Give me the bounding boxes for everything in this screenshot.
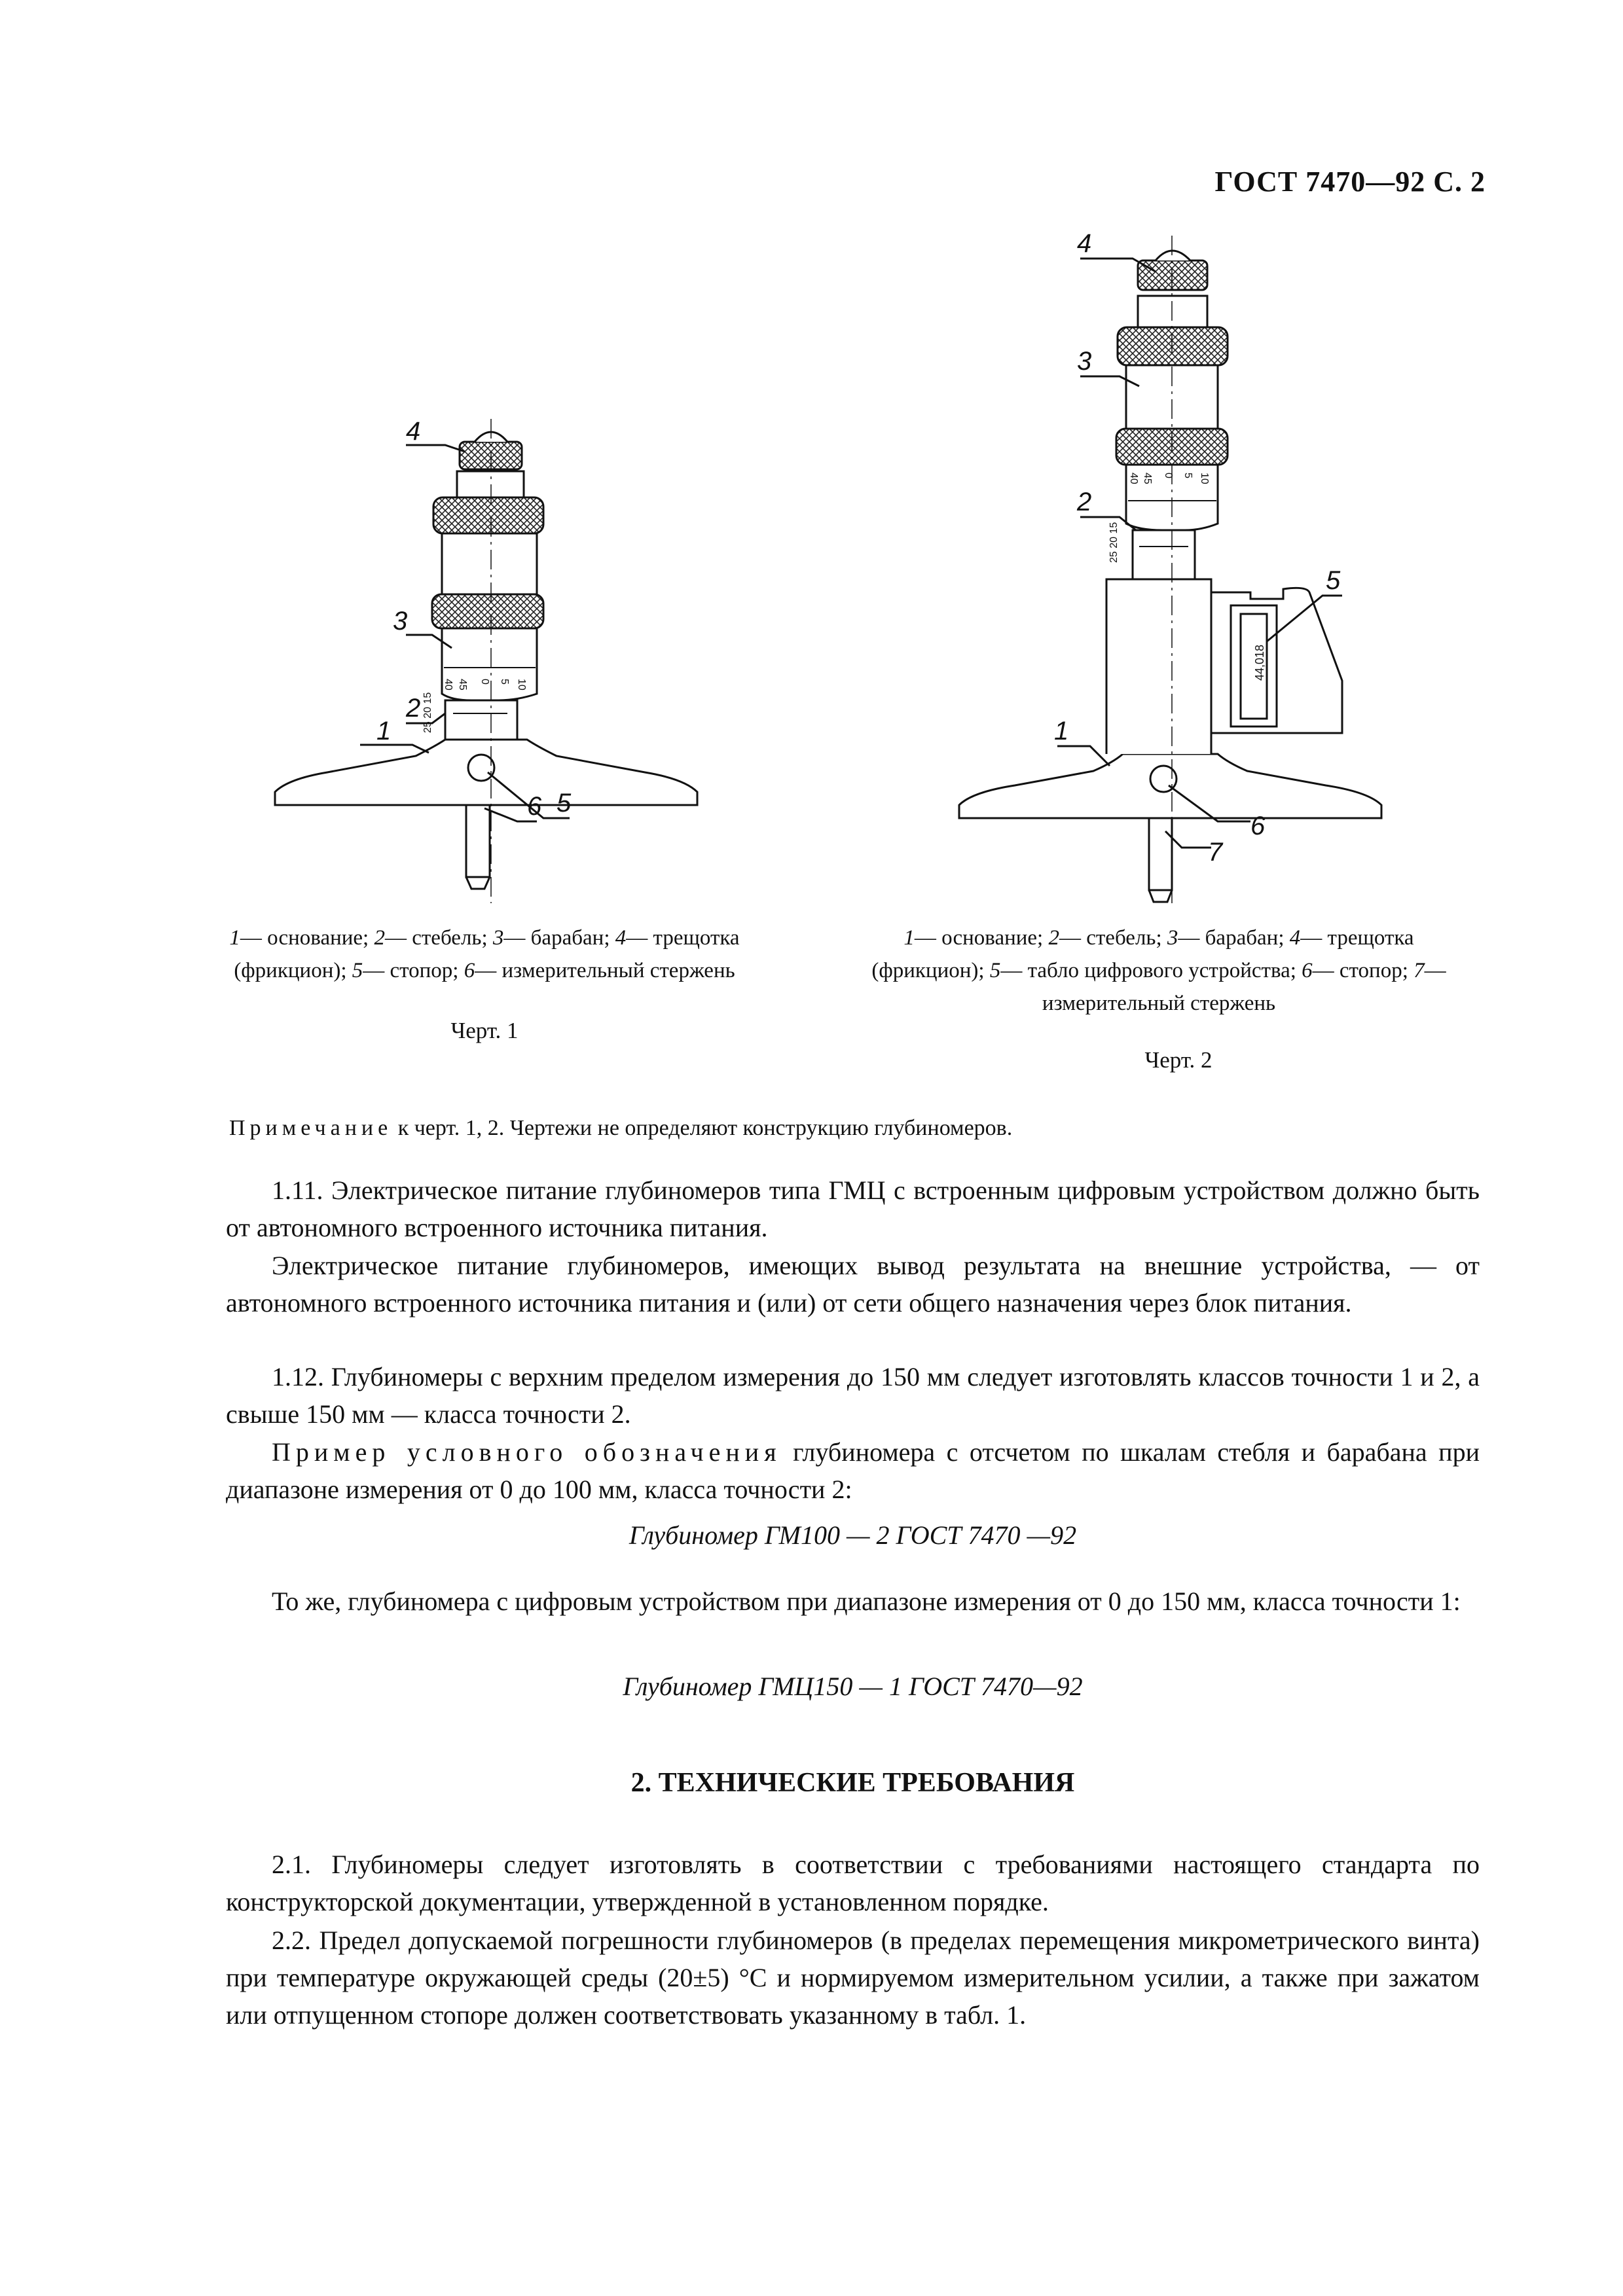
figure-label: 1 <box>376 717 392 745</box>
scale-label: 5 <box>1182 473 1194 478</box>
scale-label: 10 <box>516 679 527 691</box>
scale-label: 25 20 15 <box>422 692 433 733</box>
paragraph-designation-example: Пример условного обозначения глубиномера с отсчетом по шкалам стебля и барабана при диапазоне измерения от 0 до 100 мм, класса точности 2: <box>226 1437 1480 1504</box>
figure-2-legend: 1— основание; 2— стебель; 3— барабан; 4— трещотка (фрикцион); 5— табло цифрового устройства; 6— стопор; 7— измерительный стержень <box>871 926 1446 1015</box>
figure-2-drawing <box>943 223 1427 903</box>
scale-label: 45 <box>1142 473 1153 484</box>
figure-label: 3 <box>393 607 408 636</box>
figure-1-legend: 1— основание; 2— стебель; 3— барабан; 4— трещотка (фрикцион); 5— стопор; 6— измерительный стержень <box>229 926 740 982</box>
depth-gauge-drawing-2 <box>943 223 1427 903</box>
paragraph-2-2: 2.2. Предел допускаемой погрешности глубиномеров (в пределах перемещения микрометрического винта) при температуре окружающей среды (20±5) °С и нормируемом измерительном усилии, а также при зажатом или отпущенном стопоре должен соответствовать указанному в табл. 1. <box>226 1926 1480 2030</box>
designation-example-2: Глубиномер ГМЦ150 — 1 ГОСТ 7470—92 <box>623 1672 1083 1701</box>
figure-label: 6 <box>1250 812 1266 840</box>
scale-label: 40 <box>1128 473 1139 484</box>
paragraph-same-digital: То же, глубиномера с цифровым устройством при диапазоне измерения от 0 до 150 мм, класса точности 1: <box>272 1587 1461 1616</box>
figure-label: 5 <box>556 789 572 817</box>
display-readout: 44,018 <box>1253 644 1266 681</box>
paragraph-1-11-power: Электрическое питание глубиномеров, имеющих вывод результата на внешние устройства, — от автономного встроенного источника питания и (или) от сети общего назначения через блок питания. <box>226 1251 1480 1318</box>
figure-label: 4 <box>1077 229 1092 258</box>
figures-note: Примечание к черт. 1, 2. Чертежи не определяют конструкцию глубиномеров. <box>229 1116 1013 1140</box>
designation-example-1: Глубиномер ГМ100 — 2 ГОСТ 7470 —92 <box>629 1520 1077 1550</box>
figure-1-caption: Черт. 1 <box>450 1018 519 1043</box>
paragraph-1-12: 1.12. Глубиномеры с верхним пределом измерения до 150 мм следует изготовлять классов точности 1 и 2, а свыше 150 мм — класса точности 2. <box>226 1362 1480 1429</box>
figure-label: 3 <box>1077 347 1092 376</box>
figure-label: 6 <box>527 792 542 821</box>
scale-label: 0 <box>479 679 490 685</box>
paragraph-1-11: 1.11. Электрическое питание глубиномеров типа ГМЦ с встроенным цифровым устройством должно быть от автономного встроенного источника питания. <box>226 1175 1480 1242</box>
page-header: ГОСТ 7470—92 С. 2 <box>1214 166 1486 198</box>
figure-label: 7 <box>1208 838 1223 867</box>
figure-label: 2 <box>406 694 421 723</box>
figure-1-drawing <box>249 386 759 903</box>
figure-label: 1 <box>1054 717 1069 745</box>
scale-label: 5 <box>499 679 510 685</box>
section-2-heading: 2. ТЕХНИЧЕСКИЕ ТРЕБОВАНИЯ <box>630 1768 1075 1798</box>
figure-label: 2 <box>1077 488 1092 516</box>
scale-label: 0 <box>1163 473 1174 478</box>
figure-2-caption: Черт. 2 <box>1144 1047 1213 1073</box>
scale-label: 45 <box>457 679 468 691</box>
figure-label: 4 <box>406 417 421 446</box>
paragraph-2-1: 2.1. Глубиномеры следует изготовлять в соответствии с требованиями настоящего стандарта по конструкторской документации, утвержденной в установленном порядке. <box>226 1850 1480 1916</box>
scale-label: 40 <box>443 679 454 691</box>
figure-label: 5 <box>1326 566 1341 595</box>
scale-label: 10 <box>1199 473 1210 484</box>
depth-gauge-drawing-1 <box>249 386 759 903</box>
scale-label: 25 20 15 <box>1108 522 1120 563</box>
